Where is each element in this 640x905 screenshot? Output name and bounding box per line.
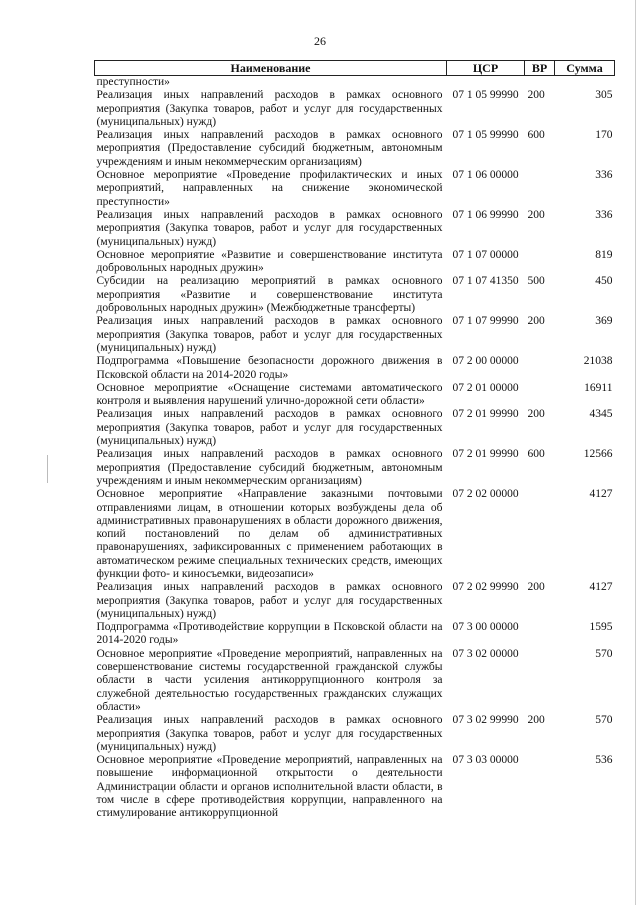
- cell-name: Реализация иных направлений расходов в рамках основного мероприятия (Закупка товаров, работ и услуг для государственных (муниципальных) нужд): [96, 714, 443, 753]
- header-csr: ЦСР: [447, 61, 525, 76]
- cell-name: Субсидии на реализацию мероприятий в рамках основного мероприятия «Развитие и совершенствование института добровольных народных дружин» (Межбюджетные трансферты): [96, 275, 443, 315]
- cell-vr: 200: [527, 89, 545, 102]
- cell-name: Основное мероприятие «Направление заказными почтовыми отправлениями лицам, в отношении которых возбуждены дела об административных правонарушениях в области дорожного движения, копий постановлений по делам об административных правонарушениях, зафиксированных с применением работающих в автоматическом режиме специальных технических средств, имеющих функции фото- и киносъемки, видеозаписи»: [96, 488, 443, 580]
- cell-name: Реализация иных направлений расходов в рамках основного мероприятия (Предоставление субсидий бюджетным, автономным учреждениям и иным некоммерческим организациям): [96, 448, 443, 487]
- cell-sum: 1595: [589, 621, 613, 634]
- cell-csr: 07 1 07 99990: [452, 315, 519, 328]
- cell-sum: 336: [595, 208, 613, 221]
- table-header-row: [95, 61, 615, 76]
- table-row: [95, 648, 615, 714]
- cell-csr: 07 1 05 99990: [452, 129, 519, 142]
- cell-sum: 12566: [583, 448, 613, 461]
- cell-sum: 305: [595, 89, 613, 102]
- table-row: [95, 89, 615, 129]
- cell-csr: 07 1 07 41350: [452, 275, 519, 288]
- cell-csr: 07 2 01 00000: [452, 381, 519, 394]
- cell-vr: [525, 169, 555, 209]
- cell-sum: 570: [595, 647, 613, 660]
- table-row: [95, 209, 615, 249]
- cell-name: Подпрограмма «Противодействие коррупции в Псковской области на 2014-2020 годы»: [96, 621, 443, 647]
- cell-vr: [525, 754, 555, 820]
- cell-name: преступности»: [96, 76, 170, 88]
- cell-csr: 07 2 02 99990: [452, 581, 519, 594]
- table-row: [95, 448, 615, 488]
- cell-sum: 536: [595, 754, 613, 767]
- cell-sum: [555, 76, 615, 90]
- cell-vr: 500: [527, 275, 545, 288]
- cell-csr: 07 3 02 99990: [452, 714, 519, 727]
- cell-sum: 819: [595, 248, 613, 261]
- table-row: [95, 169, 615, 209]
- table-row: [95, 488, 615, 581]
- cell-vr: 200: [527, 408, 545, 421]
- cell-sum: 369: [595, 315, 613, 328]
- cell-sum: 170: [595, 129, 613, 142]
- cell-vr: [525, 648, 555, 714]
- table-row: [95, 249, 615, 276]
- cell-csr: 07 3 00 00000: [452, 621, 519, 634]
- cell-sum: 16911: [584, 381, 613, 394]
- cell-csr: 07 2 00 00000: [452, 355, 519, 368]
- header-sum: Сумма: [555, 61, 615, 76]
- cell-csr: 07 3 03 00000: [452, 754, 519, 767]
- scan-edge: [635, 0, 636, 905]
- cell-sum: 4127: [589, 581, 613, 594]
- cell-vr: [525, 382, 555, 409]
- cell-vr: [525, 488, 555, 581]
- table-row: [95, 714, 615, 754]
- scan-mark: [47, 455, 48, 483]
- cell-csr: 07 3 02 00000: [452, 647, 519, 660]
- cell-csr: 07 2 01 99990: [452, 408, 519, 421]
- table-row: [95, 382, 615, 409]
- cell-sum: 336: [595, 169, 613, 182]
- table-row: [95, 355, 615, 382]
- cell-name: Реализация иных направлений расходов в рамках основного мероприятия (Закупка товаров, работ и услуг для государственных (муниципальных) нужд): [96, 208, 443, 248]
- table-row: [95, 129, 615, 169]
- cell-name: Реализация иных направлений расходов в рамках основного мероприятия (Предоставление субсидий бюджетным, автономным учреждениям и иным некоммерческим организациям): [96, 129, 443, 168]
- table-row: [95, 275, 615, 315]
- table-row: [95, 408, 615, 448]
- cell-name: Основное мероприятие «Проведение профилактических и иных мероприятий, направленных на снижение экономической преступности»: [96, 169, 443, 208]
- cell-vr: [525, 621, 555, 648]
- table-row: [95, 754, 615, 820]
- header-name: Наименование: [95, 61, 447, 76]
- page-number: 26: [314, 34, 326, 48]
- table-row: [95, 315, 615, 355]
- cell-vr: 600: [527, 129, 545, 142]
- cell-csr: 07 1 07 00000: [452, 248, 519, 261]
- cell-vr: 600: [527, 448, 545, 461]
- header-vr: ВР: [525, 61, 555, 76]
- cell-name: Реализация иных направлений расходов в рамках основного мероприятия (Закупка товаров, работ и услуг для государственных (муниципальных) нужд): [96, 408, 443, 448]
- budget-table-container: [94, 60, 614, 821]
- cell-sum: 4127: [589, 488, 613, 501]
- cell-name: Реализация иных направлений расходов в рамках основного мероприятия (Закупка товаров, работ и услуг для государственных (муниципальных) нужд): [96, 581, 443, 620]
- cell-name: Реализация иных направлений расходов в рамках основного мероприятия (Закупка товаров, работ и услуг для государственных (муниципальных) нужд): [96, 89, 443, 128]
- cell-csr: 07 2 01 99990: [452, 448, 519, 461]
- cell-vr: 200: [527, 315, 545, 328]
- budget-table: [94, 60, 615, 821]
- cell-vr: [525, 249, 555, 276]
- cell-sum: 570: [595, 714, 613, 727]
- cell-csr: [447, 76, 525, 90]
- cell-csr: 07 1 06 99990: [452, 208, 519, 221]
- cell-name: Подпрограмма «Повышение безопасности дорожного движения в Псковской области на 2014-2020 годы»: [96, 355, 443, 381]
- cell-vr: [525, 355, 555, 382]
- cell-csr: 07 1 05 99990: [452, 89, 519, 102]
- table-row: [95, 581, 615, 621]
- cell-sum: 21038: [583, 355, 613, 368]
- cell-vr: 200: [527, 208, 545, 221]
- cell-sum: 4345: [589, 408, 613, 421]
- cell-vr: [525, 76, 555, 90]
- cell-name: Реализация иных направлений расходов в рамках основного мероприятия (Закупка товаров, работ и услуг для государственных (муниципальных) нужд): [96, 315, 443, 354]
- cell-name: Основное мероприятие «Проведение мероприятий, направленных на совершенствование системы государственной гражданской службы области в части усиления антикоррупционного контроля за служебной деятельностью государственных гражданских служащих области»: [96, 647, 443, 713]
- table-row: [95, 76, 615, 90]
- cell-vr: 200: [527, 581, 545, 594]
- cell-name: Основное мероприятие «Оснащение системами автоматического контроля и выявления нарушений улично-дорожной сети области»: [96, 381, 443, 408]
- cell-sum: 450: [595, 275, 613, 288]
- cell-vr: 200: [527, 714, 545, 727]
- cell-name: Основное мероприятие «Развитие и совершенствование института добровольных народных дружин»: [96, 248, 443, 275]
- cell-name: Основное мероприятие «Проведение мероприятий, направленных на повышение информационной открытости о деятельности Администрации области и органов исполнительной власти области, в том числе в сфере противодействия коррупции, направленного на стимулирование антикоррупционной: [96, 754, 443, 820]
- cell-csr: 07 2 02 00000: [452, 488, 519, 501]
- cell-csr: 07 1 06 00000: [452, 169, 519, 182]
- table-row: [95, 621, 615, 648]
